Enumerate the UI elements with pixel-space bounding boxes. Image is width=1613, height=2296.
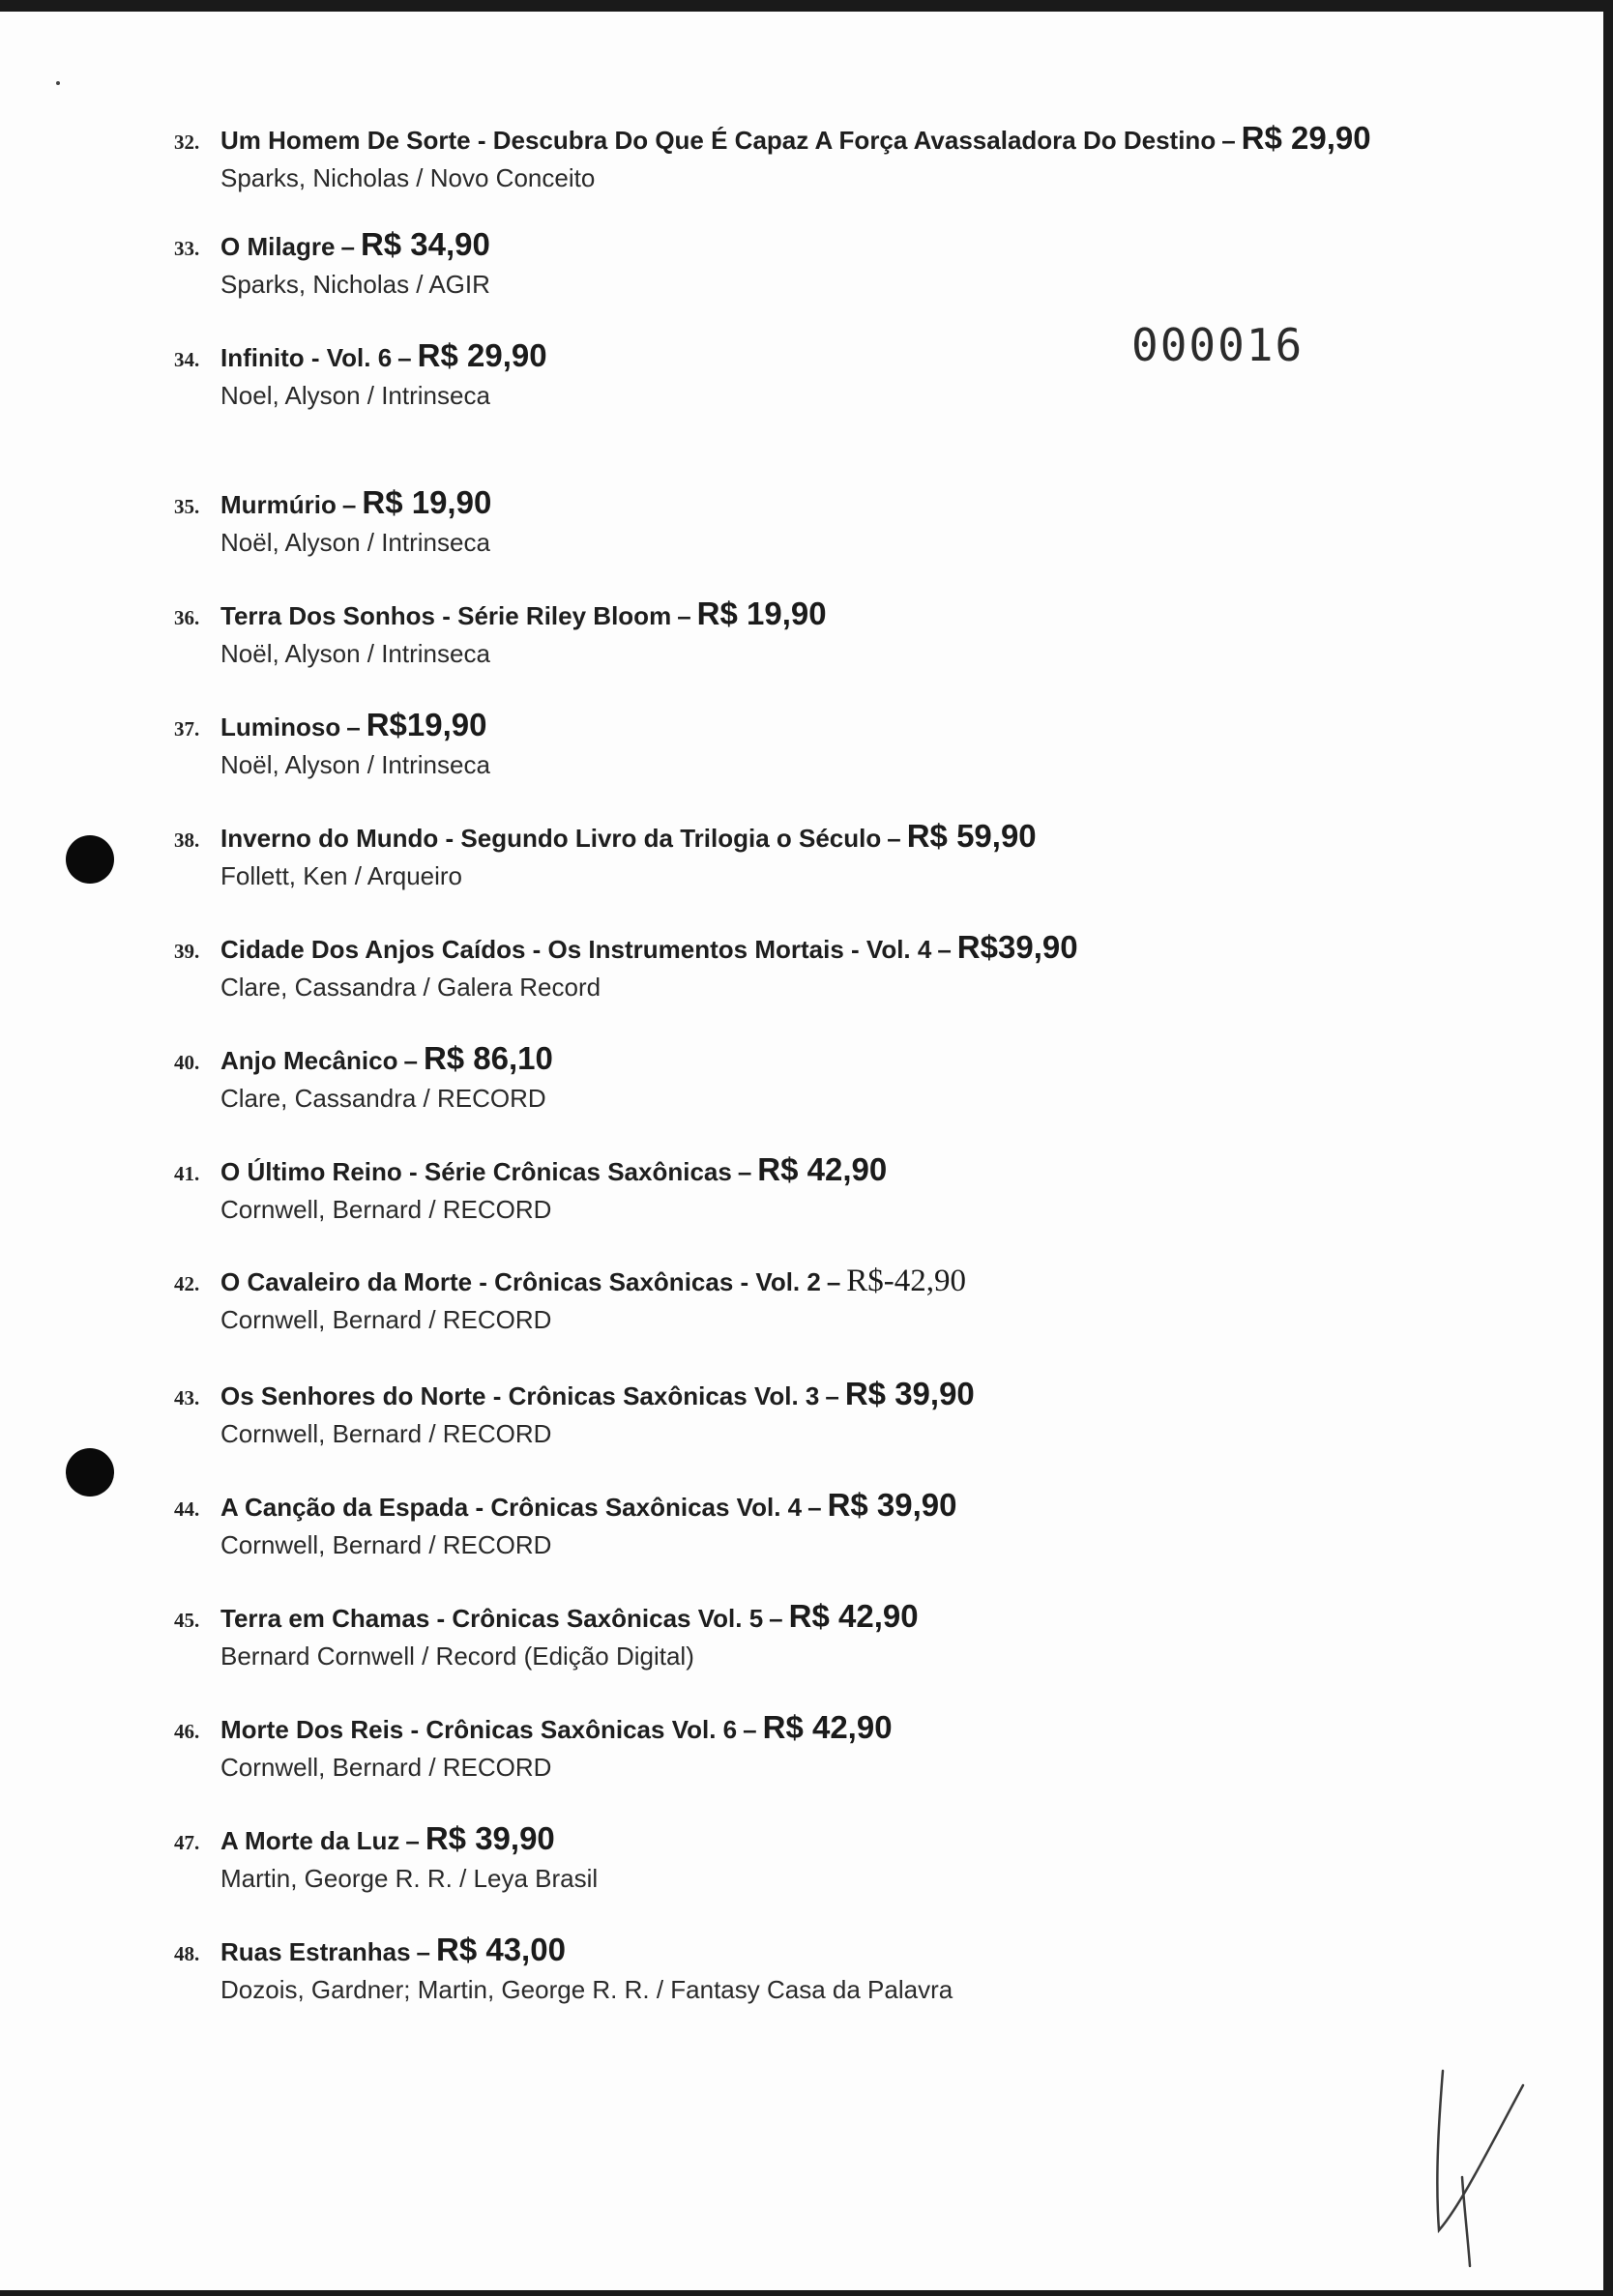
list-item: 45. Terra em Chamas - Crônicas Saxônicas Vol. 5 – R$ 42,90 Bernard Cornwell / Record (Edição Digital) xyxy=(174,1598,1431,1673)
list-item: 38. Inverno do Mundo - Segundo Livro da Trilogia o Século – R$ 59,90 Follett, Ken / Arqueiro xyxy=(174,818,1431,893)
list-item: 37. Luminoso – R$19,90 Noël, Alyson / Intrinseca xyxy=(174,707,1431,782)
item-number: 38. xyxy=(174,828,200,852)
item-price: R$ 34,90 xyxy=(360,226,490,262)
item-number: 32. xyxy=(174,131,200,154)
item-title: A Canção da Espada - Crônicas Saxônicas Vol. 4 xyxy=(220,1493,803,1522)
item-price: R$ 86,10 xyxy=(423,1040,553,1076)
list-item: 48. Ruas Estranhas – R$ 43,00 Dozois, Gardner; Martin, George R. R. / Fantasy Casa da Palavra xyxy=(174,1932,1431,2007)
list-item: 42. O Cavaleiro da Morte - Crônicas Saxônicas - Vol. 2 – R$-42,90 Cornwell, Bernard / RECORD xyxy=(174,1263,1431,1337)
item-title: O Cavaleiro da Morte - Crônicas Saxônicas - Vol. 2 xyxy=(220,1267,821,1296)
item-title: O Último Reino - Série Crônicas Saxônicas xyxy=(220,1157,732,1186)
item-title: Inverno do Mundo - Segundo Livro da Trilogia o Século xyxy=(220,824,882,853)
item-number: 35. xyxy=(174,495,200,518)
list-item: 33. O Milagre – R$ 34,90 Sparks, Nicholas / AGIR xyxy=(174,226,1431,302)
item-author: Clare, Cassandra / Galera Record xyxy=(220,973,601,1002)
item-price: R$ 42,90 xyxy=(757,1151,888,1187)
item-number: 43. xyxy=(174,1386,200,1410)
item-author: Cornwell, Bernard / RECORD xyxy=(220,1305,552,1334)
item-author: Clare, Cassandra / RECORD xyxy=(220,1084,546,1113)
item-author: Noël, Alyson / Intrinseca xyxy=(220,750,490,779)
item-title: Os Senhores do Norte - Crônicas Saxônicas Vol. 3 xyxy=(220,1381,820,1410)
item-price: R$-42,90 xyxy=(846,1264,967,1298)
list-item: 43. Os Senhores do Norte - Crônicas Saxônicas Vol. 3 – R$ 39,90 Cornwell, Bernard / RECORD xyxy=(174,1376,1431,1451)
list-item: 46. Morte Dos Reis - Crônicas Saxônicas Vol. 6 – R$ 42,90 Cornwell, Bernard / RECORD xyxy=(174,1709,1431,1785)
item-author: Noël, Alyson / Intrinseca xyxy=(220,528,490,557)
item-number: 48. xyxy=(174,1942,200,1965)
item-author: Sparks, Nicholas / Novo Conceito xyxy=(220,163,596,192)
item-price: R$ 39,90 xyxy=(844,1376,975,1411)
item-price: R$ 59,90 xyxy=(906,818,1037,854)
punch-hole xyxy=(66,1448,114,1497)
item-number: 33. xyxy=(174,237,200,260)
item-title: Murmúrio xyxy=(220,490,337,519)
item-number: 39. xyxy=(174,940,200,963)
item-title: Terra em Chamas - Crônicas Saxônicas Vol. 5 xyxy=(220,1604,764,1633)
list-item: 34. Infinito - Vol. 6 – R$ 29,90 Noel, Alyson / Intrinseca xyxy=(174,337,1431,413)
item-price: R$ 19,90 xyxy=(696,596,827,631)
item-price: R$ 43,00 xyxy=(436,1932,566,1967)
item-author: Noel, Alyson / Intrinseca xyxy=(220,381,490,410)
list-item: 36. Terra Dos Sonhos - Série Riley Bloom – R$ 19,90 Noël, Alyson / Intrinseca xyxy=(174,596,1431,671)
item-title: Terra Dos Sonhos - Série Riley Bloom xyxy=(220,601,672,630)
item-price: R$39,90 xyxy=(956,929,1078,965)
punch-hole xyxy=(66,835,114,884)
list-item: 39. Cidade Dos Anjos Caídos - Os Instrumentos Mortais - Vol. 4 – R$39,90 Clare, Cassandra / Galera Record xyxy=(174,929,1431,1004)
list-item: 40. Anjo Mecânico – R$ 86,10 Clare, Cassandra / RECORD xyxy=(174,1040,1431,1116)
item-title: Luminoso xyxy=(220,712,341,741)
item-author: Martin, George R. R. / Leya Brasil xyxy=(220,1864,599,1893)
item-author: Cornwell, Bernard / RECORD xyxy=(220,1753,552,1782)
item-title: Anjo Mecânico xyxy=(220,1046,398,1075)
item-number: 41. xyxy=(174,1162,200,1185)
item-number: 46. xyxy=(174,1720,200,1743)
item-number: 42. xyxy=(174,1272,200,1295)
item-price: R$ 19,90 xyxy=(362,484,492,520)
item-author: Bernard Cornwell / Record (Edição Digital) xyxy=(220,1642,694,1671)
item-author: Dozois, Gardner; Martin, George R. R. / Fantasy Casa da Palavra xyxy=(220,1975,953,2004)
item-author: Cornwell, Bernard / RECORD xyxy=(220,1419,552,1448)
item-author: Cornwell, Bernard / RECORD xyxy=(220,1195,552,1224)
handwritten-initial-mark xyxy=(1422,2061,1538,2274)
speck-mark xyxy=(56,81,60,85)
item-title: O Milagre xyxy=(220,232,336,261)
item-author: Cornwell, Bernard / RECORD xyxy=(220,1530,552,1559)
item-number: 36. xyxy=(174,606,200,629)
item-price: R$ 42,90 xyxy=(762,1709,893,1745)
item-author: Sparks, Nicholas / AGIR xyxy=(220,270,490,299)
item-price: R$ 39,90 xyxy=(827,1487,957,1523)
list-item: 41. O Último Reino - Série Crônicas Saxônicas – R$ 42,90 Cornwell, Bernard / RECORD xyxy=(174,1151,1431,1227)
item-title: A Morte da Luz xyxy=(220,1826,400,1855)
list-item: 44. A Canção da Espada - Crônicas Saxônicas Vol. 4 – R$ 39,90 Cornwell, Bernard / RECORD xyxy=(174,1487,1431,1562)
item-title: Cidade Dos Anjos Caídos - Os Instrumentos Mortais - Vol. 4 xyxy=(220,935,932,964)
item-title: Morte Dos Reis - Crônicas Saxônicas Vol. 6 xyxy=(220,1715,738,1744)
item-price: R$ 29,90 xyxy=(1241,120,1371,156)
item-price: R$ 42,90 xyxy=(788,1598,919,1634)
item-price: R$ 39,90 xyxy=(425,1820,555,1856)
list-item: 35. Murmúrio – R$ 19,90 Noël, Alyson / Intrinseca xyxy=(174,484,1431,560)
item-price: R$19,90 xyxy=(366,707,487,742)
item-title: Um Homem De Sorte - Descubra Do Que É Capaz A Força Avassaladora Do Destino xyxy=(220,126,1217,155)
item-number: 40. xyxy=(174,1051,200,1074)
item-number: 45. xyxy=(174,1609,200,1632)
item-title: Infinito - Vol. 6 xyxy=(220,343,393,372)
list-item: 47. A Morte da Luz – R$ 39,90 Martin, George R. R. / Leya Brasil xyxy=(174,1820,1431,1896)
item-number: 44. xyxy=(174,1497,200,1521)
item-title: Ruas Estranhas xyxy=(220,1937,411,1966)
item-price: R$ 29,90 xyxy=(417,337,547,373)
item-number: 34. xyxy=(174,348,200,371)
list-item: 32. Um Homem De Sorte - Descubra Do Que É Capaz A Força Avassaladora Do Destino – R$ 29,90 Sparks, Nicholas / Novo Conceito xyxy=(174,120,1431,195)
item-number: 37. xyxy=(174,717,200,741)
document-number-stamp: 000016 xyxy=(1131,319,1305,371)
item-author: Follett, Ken / Arqueiro xyxy=(220,861,463,890)
item-number: 47. xyxy=(174,1831,200,1854)
item-author: Noël, Alyson / Intrinseca xyxy=(220,639,490,668)
